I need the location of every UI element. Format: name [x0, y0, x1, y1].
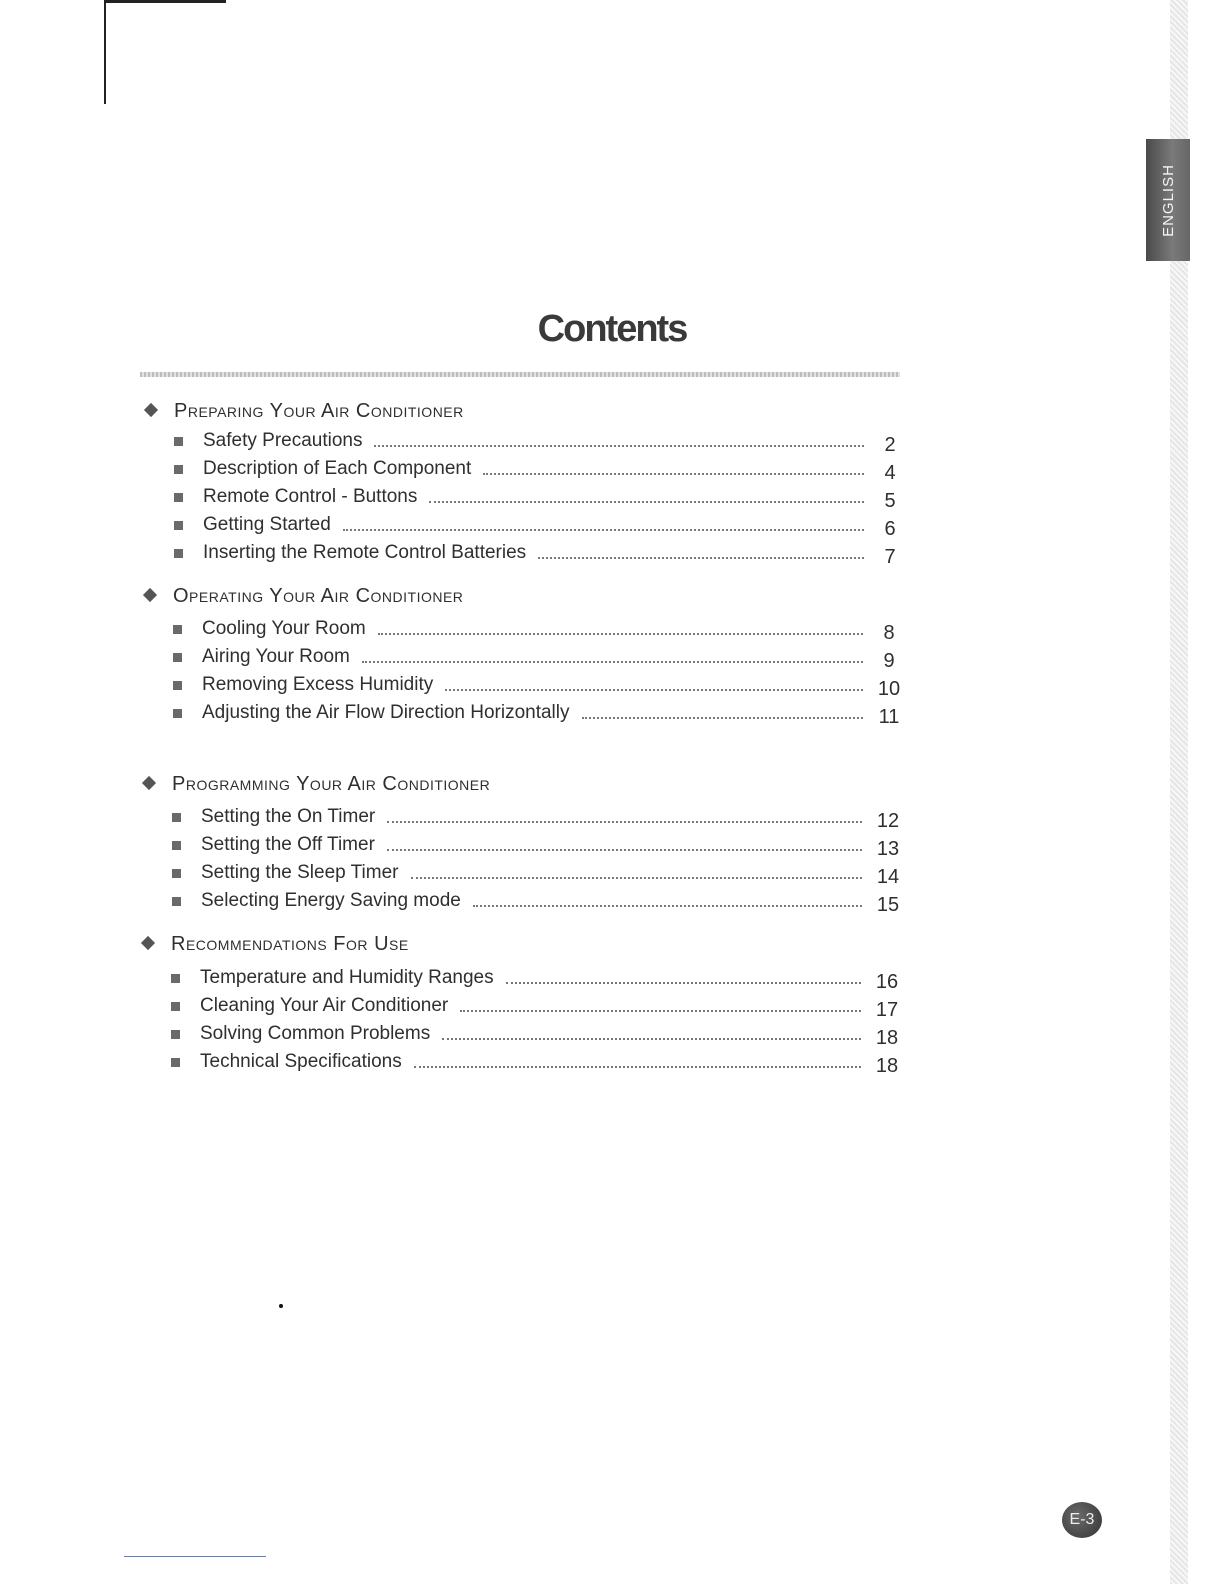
dot-leader: [374, 445, 864, 447]
square-bullet-icon: [174, 465, 183, 474]
section-title: Recommendations For Use: [171, 933, 409, 955]
toc-entry[interactable]: [174, 456, 908, 484]
dot-leader: [387, 821, 862, 823]
page-number-badge: E-3: [1062, 1502, 1102, 1538]
square-bullet-icon: [171, 1058, 180, 1067]
toc-entry-page: 5: [884, 490, 896, 512]
toc-entry[interactable]: [174, 540, 908, 568]
toc-entry-page: 11: [878, 706, 900, 728]
toc-entry[interactable]: [172, 888, 906, 916]
toc-entry[interactable]: [173, 644, 907, 672]
square-bullet-icon: [174, 437, 183, 446]
section-heading-preparing: [146, 400, 464, 423]
section-title: Programming Your Air Conditioner: [172, 773, 491, 795]
language-tab: [1146, 139, 1190, 261]
square-bullet-icon: [171, 974, 180, 983]
toc-entry-page: 17: [875, 999, 899, 1021]
diamond-bullet-icon: [141, 936, 155, 950]
dot-leader: [378, 633, 863, 635]
square-bullet-icon: [171, 1030, 180, 1039]
toc-entry-page: 6: [884, 518, 896, 540]
square-bullet-icon: [171, 1002, 180, 1011]
toc-entry-page: 16: [875, 971, 899, 993]
toc-entry-page: 4: [884, 462, 896, 484]
scan-speck: [279, 1304, 283, 1308]
dot-leader: [387, 849, 862, 851]
toc-entry[interactable]: [172, 860, 906, 888]
title-divider: [140, 372, 900, 377]
square-bullet-icon: [174, 493, 183, 502]
diamond-bullet-icon: [142, 776, 156, 790]
section-heading-recommendations: [143, 933, 409, 956]
dot-leader: [445, 689, 863, 691]
dot-leader: [414, 1066, 861, 1068]
toc-entry-page: 9: [883, 650, 895, 672]
toc-entry[interactable]: [172, 804, 906, 832]
toc-entry-label: Temperature and Humidity Ranges: [200, 967, 494, 988]
toc-entry-label: Setting the Sleep Timer: [201, 862, 399, 883]
toc-entry[interactable]: [173, 616, 907, 644]
toc-entry-page: 18: [875, 1027, 899, 1049]
toc-entry-page: 8: [883, 622, 895, 644]
toc-entry[interactable]: [173, 700, 907, 728]
square-bullet-icon: [173, 653, 182, 662]
toc-entry[interactable]: [174, 512, 908, 540]
toc-entry-label: Inserting the Remote Control Batteries: [203, 542, 527, 563]
language-tab-label: ENGLISH: [1159, 163, 1177, 237]
square-bullet-icon: [173, 709, 182, 718]
dot-leader: [473, 905, 862, 907]
toc-entry-label: Removing Excess Humidity: [202, 674, 434, 695]
toc-entry[interactable]: [174, 484, 908, 512]
dot-leader: [483, 473, 864, 475]
toc-entry-page: 13: [876, 838, 900, 860]
toc-entry-label: Airing Your Room: [202, 646, 350, 667]
dot-leader: [538, 557, 864, 559]
dot-leader: [362, 661, 863, 663]
toc-entry[interactable]: [172, 832, 906, 860]
toc-entry-label: Adjusting the Air Flow Direction Horizontally: [202, 702, 570, 723]
toc-entry-label: Solving Common Problems: [200, 1023, 431, 1044]
dot-leader: [343, 529, 864, 531]
toc-entry-page: 15: [876, 894, 900, 916]
section-heading-programming: [144, 773, 490, 796]
toc-entry-page: 12: [876, 810, 900, 832]
toc-entry-page: 7: [884, 546, 896, 568]
toc-entry-page: 14: [876, 866, 900, 888]
square-bullet-icon: [172, 813, 181, 822]
toc-entry-label: Technical Specifications: [200, 1051, 402, 1072]
dot-leader: [442, 1038, 861, 1040]
section-title: Preparing Your Air Conditioner: [174, 400, 464, 422]
toc-entry-label: Description of Each Component: [203, 458, 472, 479]
toc-entry[interactable]: [174, 428, 908, 456]
page-title: Contents: [537, 308, 687, 350]
square-bullet-icon: [173, 681, 182, 690]
toc-entry-label: Cleaning Your Air Conditioner: [200, 995, 449, 1016]
crop-mark-vertical: [104, 0, 106, 104]
toc-entry-label: Getting Started: [203, 514, 331, 535]
toc-entry-page: 2: [884, 434, 896, 456]
toc-entry[interactable]: [173, 672, 907, 700]
diamond-bullet-icon: [144, 403, 158, 417]
toc-entry-label: Safety Precautions: [203, 430, 363, 451]
toc-entry[interactable]: [171, 1021, 905, 1049]
toc-entry[interactable]: [171, 1049, 905, 1077]
dot-leader: [460, 1010, 861, 1012]
square-bullet-icon: [174, 549, 183, 558]
footer-rule: [124, 1556, 266, 1557]
dot-leader: [582, 717, 864, 719]
square-bullet-icon: [173, 625, 182, 634]
square-bullet-icon: [172, 841, 181, 850]
toc-entry[interactable]: [171, 965, 905, 993]
dot-leader: [429, 501, 864, 503]
diamond-bullet-icon: [143, 588, 157, 602]
toc-entry[interactable]: [171, 993, 905, 1021]
toc-entry-label: Selecting Energy Saving mode: [201, 890, 461, 911]
toc-entry-label: Remote Control - Buttons: [203, 486, 418, 507]
toc-entry-page: 18: [875, 1055, 899, 1077]
dot-leader: [411, 877, 863, 879]
square-bullet-icon: [174, 521, 183, 530]
crop-mark-horizontal: [104, 0, 226, 3]
toc-entry-label: Cooling Your Room: [202, 618, 366, 639]
dot-leader: [506, 982, 861, 984]
square-bullet-icon: [172, 897, 181, 906]
section-heading-operating: [145, 585, 463, 608]
toc-entry-page: 10: [877, 678, 901, 700]
square-bullet-icon: [172, 869, 181, 878]
toc-entry-label: Setting the Off Timer: [201, 834, 375, 855]
toc-entry-label: Setting the On Timer: [201, 806, 376, 827]
section-title: Operating Your Air Conditioner: [173, 585, 464, 607]
